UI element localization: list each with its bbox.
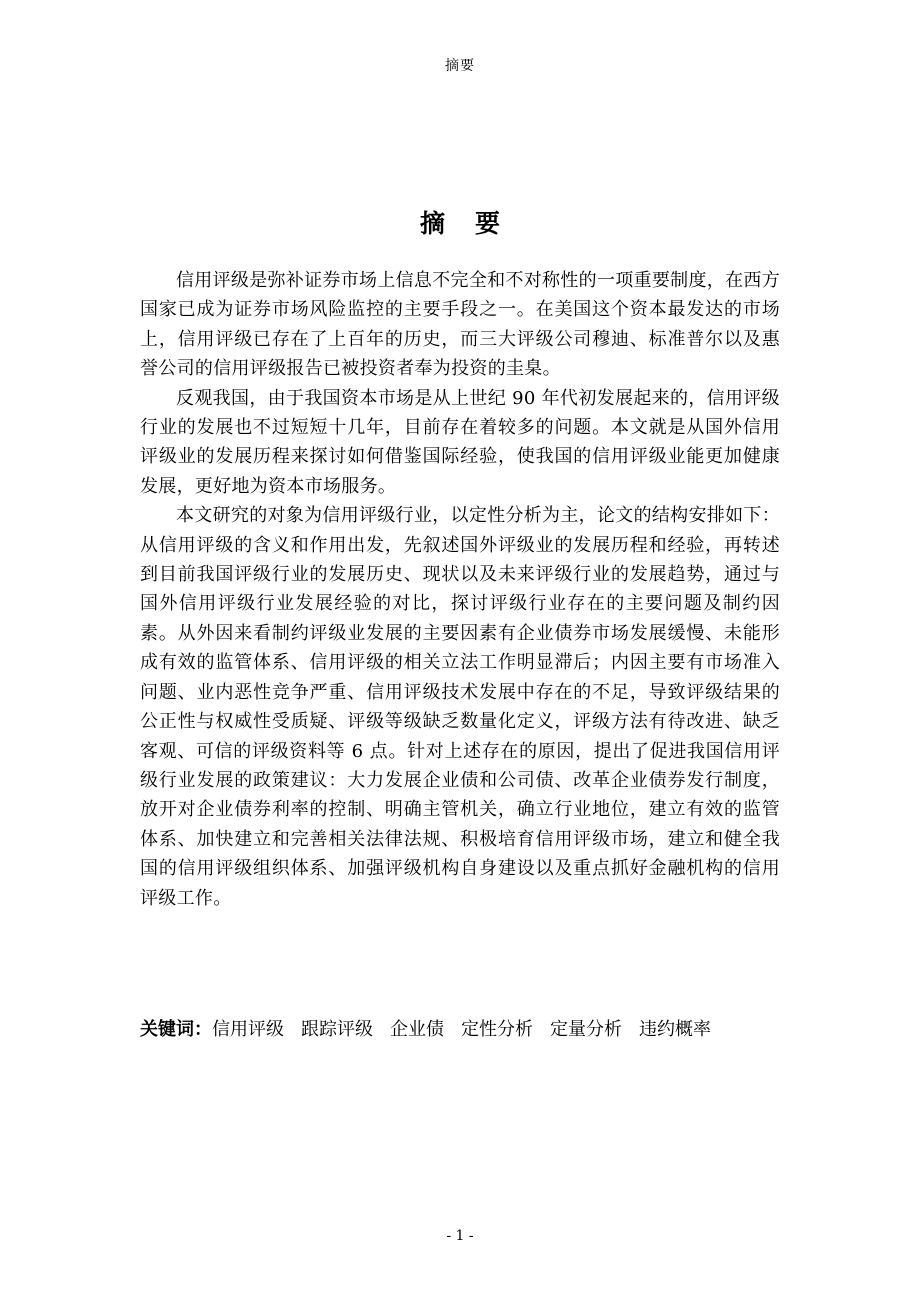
- running-header: 摘要: [445, 58, 475, 74]
- keyword-item: 定量分析: [550, 1019, 622, 1040]
- page-title: 摘要: [419, 209, 530, 238]
- abstract-paragraph-3: 本文研究的对象为信用评级行业，以定性分析为主，论文的结构安排如下：从信用评级的含义和作用出发，先叙述国外评级业的发展历程和经验，再转述到目前我国评级行业的发展历史、现状以及未来评级行业的发展趋势，通过与国外信用评级行业发展经验的对比，探讨评级行业存在的主要问题及制约因素。从外因来看制约评级业发展的主要因素有企业债券市场发展缓慢、未能形成有效的监管体系、信用评级的相关立法工作明显滞后；内因主要有市场准入问题、业内恶性竞争严重、信用评级技术发展中存在的不足，导致评级结果的公正性与权威性受质疑、评级等级缺乏数量化定义，评级方法有待改进、缺乏客观、可信的评级资料等 6 点。针对上述存在的原因，提出了促进我国信用评级行业发展的政策建议：大力发展企业债和公司债、改革企业债券发行制度，放开对企业债券利率的控制、明确主管机关，确立行业地位，建立有效的监管体系、加快建立和完善相关法律法规、积极培育信用评级市场，建立和健全我国的信用评级组织体系、加强评级机构自身建设以及重点抓好金融机构的信用评级工作。: [140, 505, 780, 909]
- keywords-label: 关键词：: [140, 1019, 212, 1040]
- keyword-item: 定性分析: [461, 1019, 533, 1040]
- abstract-paragraph-1: 信用评级是弥补证券市场上信息不完全和不对称性的一项重要制度，在西方国家已成为证券市场风险监控的主要手段之一。在美国这个资本最发达的市场上，信用评级已存在了上百年的历史，而三大评级公司穆迪、标准普尔以及惠誉公司的信用评级报告已被投资者奉为投资的圭臬。: [140, 270, 780, 380]
- keyword-item: 跟踪评级: [301, 1019, 373, 1040]
- abstract-body: [140, 266, 780, 913]
- page-number: - 1 -: [446, 1228, 474, 1244]
- keyword-item: 企业债: [390, 1019, 444, 1040]
- keywords-line: [140, 1015, 780, 1045]
- keyword-item: 信用评级: [212, 1019, 284, 1040]
- abstract-paragraph-2: 反观我国，由于我国资本市场是从上世纪 90 年代初发展起来的，信用评级行业的发展也不过短短十几年，目前存在着较多的问题。本文就是从国外信用评级业的发展历程来探讨如何借鉴国际经验，使我国的信用评级业能更加健康发展，更好地为资本市场服务。: [140, 387, 780, 497]
- keyword-item: 违约概率: [639, 1019, 711, 1040]
